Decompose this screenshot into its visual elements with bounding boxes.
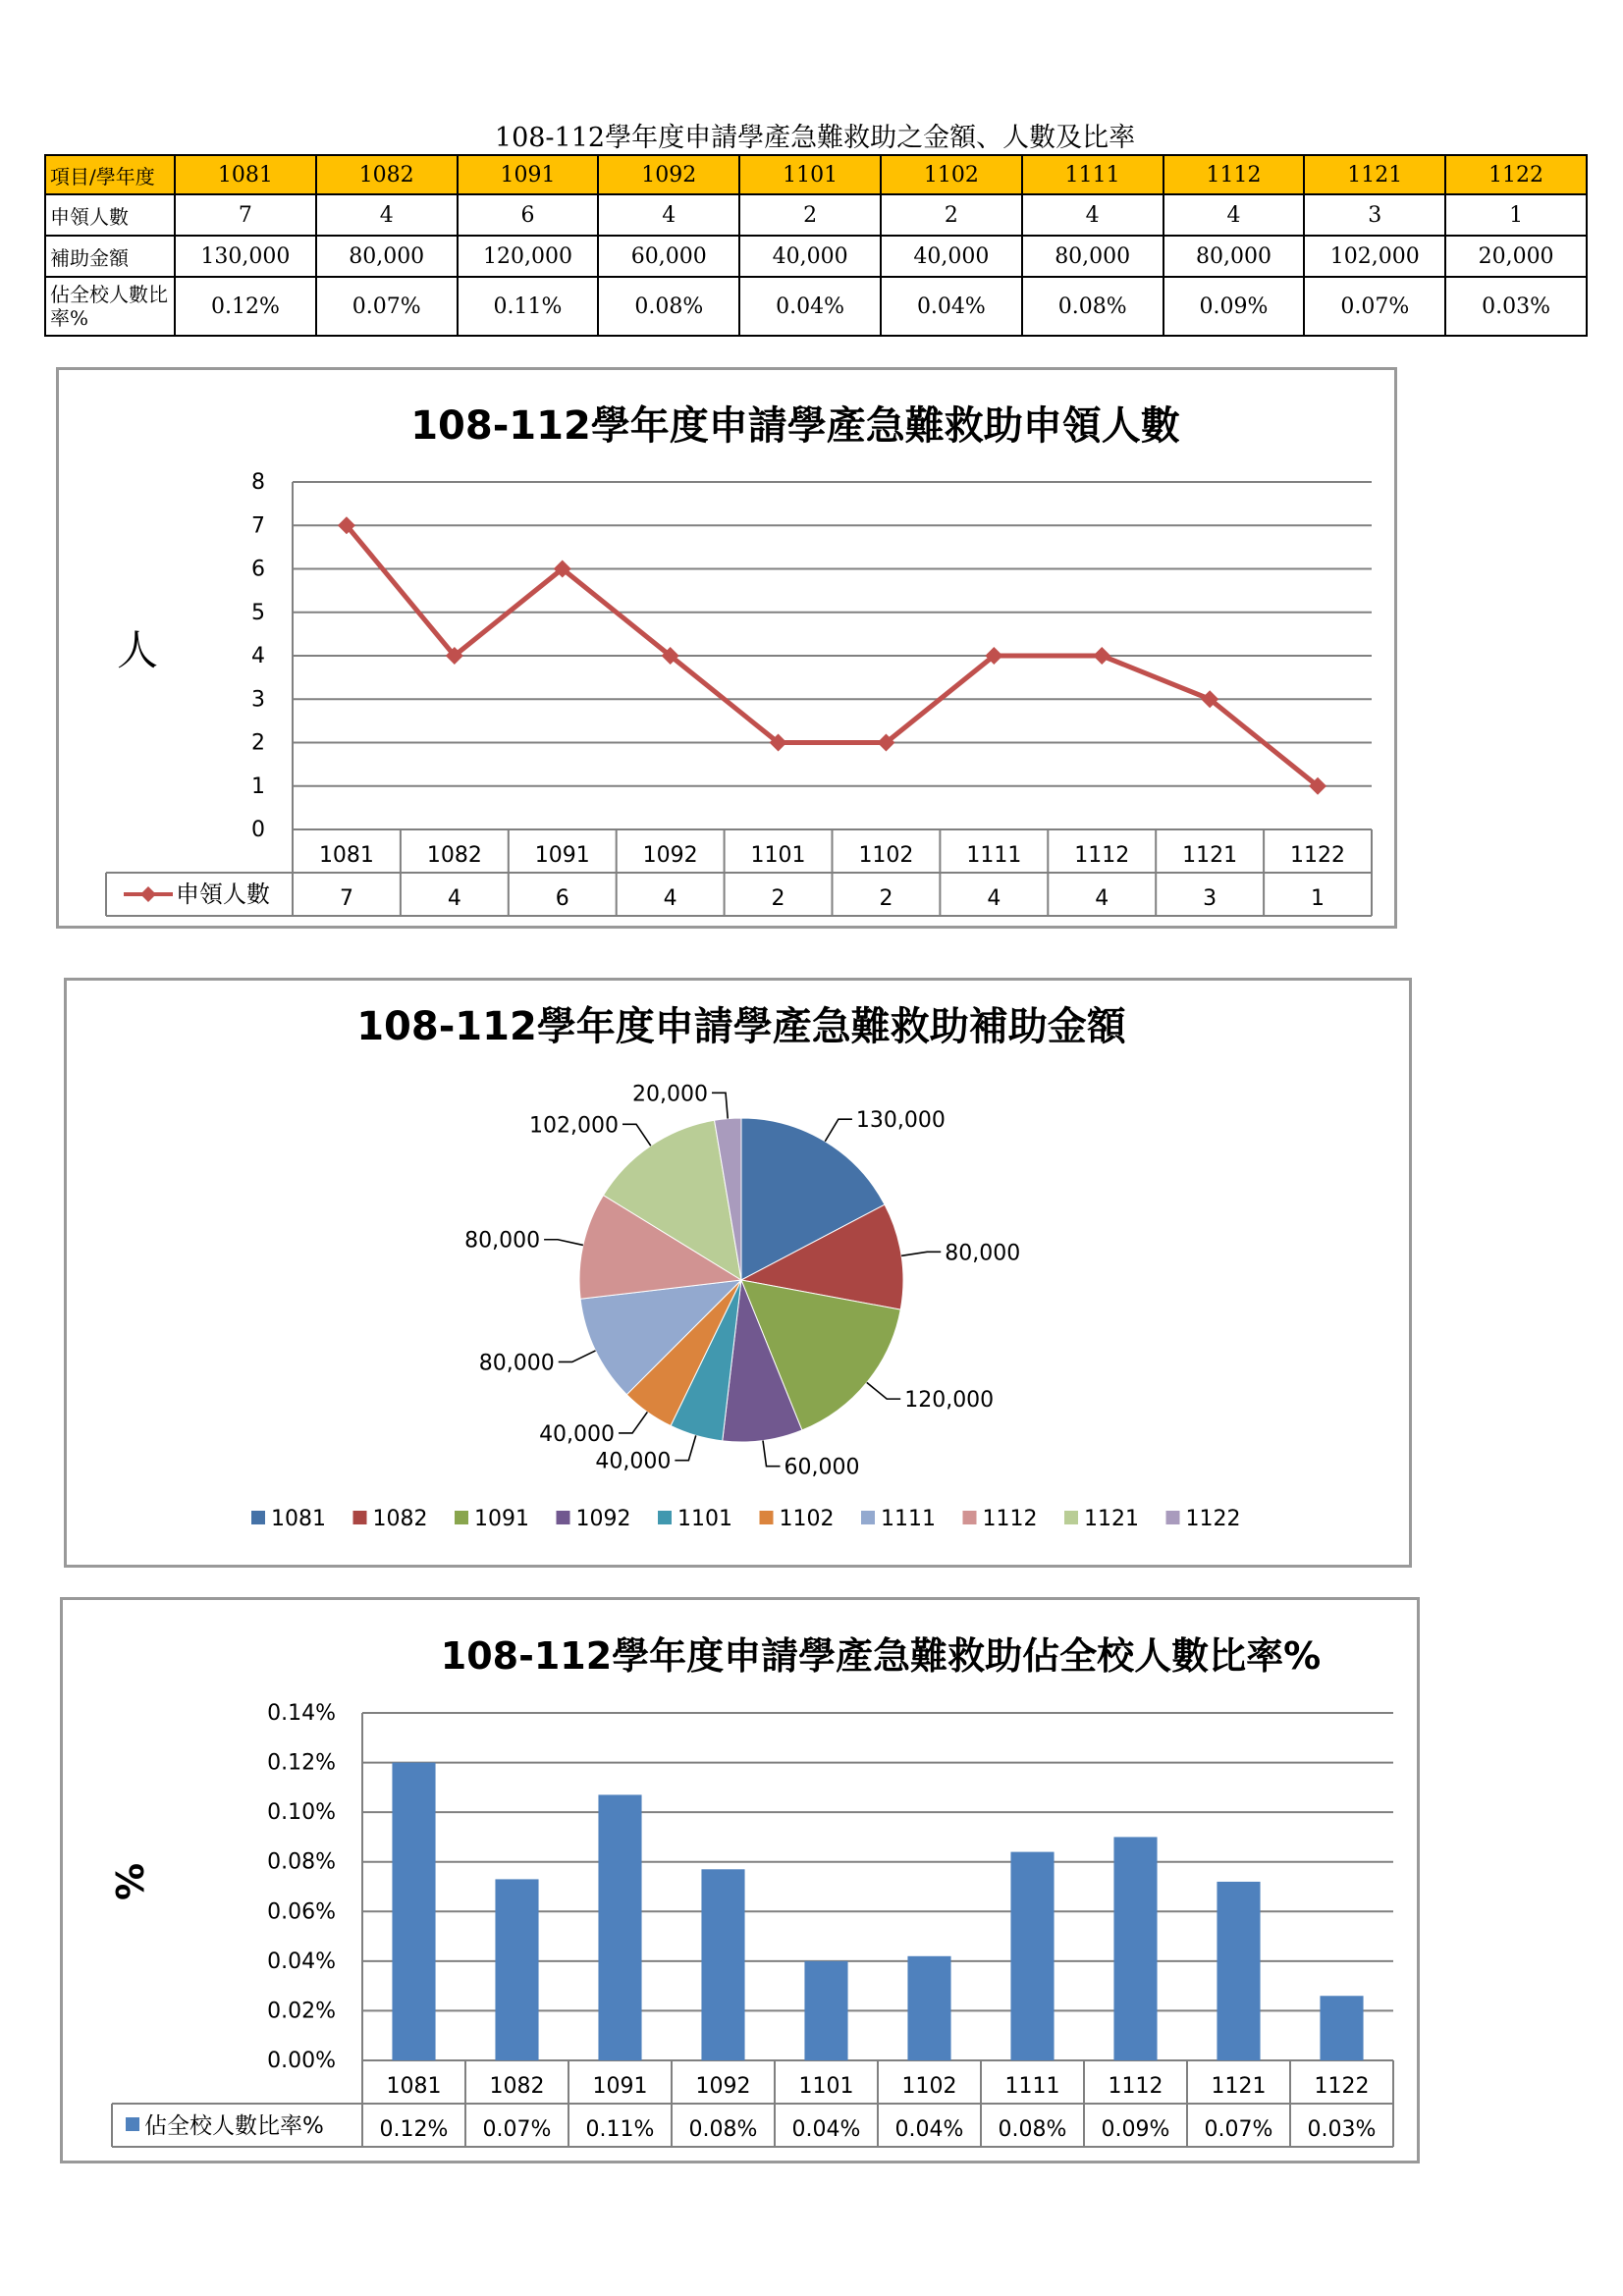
chart-title: 108-112學年度申請學產急難救助佔全校人數比率% (440, 1634, 1322, 1678)
leader-line (712, 1093, 728, 1118)
table-cell: 0.08% (598, 277, 739, 336)
bar (1113, 1837, 1157, 2060)
legend-swatch (126, 2117, 139, 2131)
legend-label: 申領人數 (176, 881, 270, 908)
data-table-value: 0.09% (1101, 2117, 1170, 2142)
table-cell: 40,000 (881, 236, 1022, 277)
table-header-cell: 1102 (881, 155, 1022, 194)
y-axis-title: % (109, 1862, 152, 1901)
data-table-value: 2 (771, 886, 785, 911)
table-header-cell: 1121 (1304, 155, 1445, 194)
legend-swatch (963, 1511, 977, 1524)
data-table-value: 0.04% (791, 2117, 861, 2142)
y-tick-label: 0.02% (267, 1999, 336, 2024)
bar (598, 1794, 641, 2060)
chart-title: 108-112學年度申請學產急難救助申領人數 (410, 403, 1180, 449)
data-table-value: 2 (879, 886, 893, 911)
table-header-cell: 1082 (316, 155, 458, 194)
data-table-value: 3 (1203, 886, 1217, 911)
legend-swatch (861, 1511, 875, 1524)
y-tick-label: 1 (251, 774, 265, 799)
x-category-label: 1102 (901, 2074, 957, 2099)
data-table-value: 4 (1095, 886, 1109, 911)
bar (804, 1961, 847, 2060)
y-tick-label: 0.14% (267, 1701, 336, 1726)
y-tick-label: 0 (251, 818, 265, 842)
y-tick-label: 2 (251, 730, 265, 756)
table-cell: 0.07% (316, 277, 458, 336)
legend-label: 1111 (881, 1507, 936, 1531)
y-tick-label: 0.08% (267, 1849, 336, 1875)
legend-swatch (658, 1511, 672, 1524)
data-table-value: 7 (339, 886, 353, 911)
table-cell: 120,000 (458, 236, 599, 277)
legend-swatch (557, 1511, 570, 1524)
y-tick-label: 0.06% (267, 1899, 336, 1925)
data-table-value: 0.03% (1307, 2117, 1377, 2142)
data-table (44, 154, 1588, 337)
table-header-row (45, 155, 1587, 194)
leader-line (544, 1240, 583, 1246)
data-table-value: 0.07% (482, 2117, 552, 2142)
table-cell: 1 (1445, 194, 1587, 236)
data-table-value: 0.12% (379, 2117, 449, 2142)
table-corner-cell: 項目/學年度 (45, 155, 175, 194)
bar-chart (63, 1600, 1417, 2161)
data-label: 40,000 (595, 1449, 672, 1474)
table-cell: 7 (175, 194, 316, 236)
table-row-label: 補助金額 (45, 236, 175, 277)
table-cell: 0.04% (881, 277, 1022, 336)
table-cell: 130,000 (175, 236, 316, 277)
pie-chart (67, 981, 1409, 1565)
x-category-label: 1081 (386, 2074, 442, 2099)
table-cell: 80,000 (1163, 236, 1305, 277)
data-label: 20,000 (632, 1082, 709, 1107)
x-category-label: 1122 (1314, 2074, 1370, 2099)
y-tick-label: 0.10% (267, 1800, 336, 1826)
bar (1010, 1852, 1054, 2060)
x-category-label: 1111 (1004, 2074, 1060, 2099)
legend-label: 1122 (1185, 1507, 1241, 1531)
table-cell: 20,000 (1445, 236, 1587, 277)
table-cell: 4 (1022, 194, 1163, 236)
legend-swatch (455, 1511, 468, 1524)
leader-line (763, 1441, 781, 1467)
x-category-label: 1112 (1108, 2074, 1163, 2099)
data-table-value: 4 (987, 886, 1001, 911)
data-label: 80,000 (478, 1351, 555, 1376)
table-cell: 102,000 (1304, 236, 1445, 277)
pie-chart-panel (64, 978, 1412, 1568)
leader-line (619, 1412, 647, 1433)
data-table-value: 6 (555, 886, 569, 911)
table-row (45, 277, 1587, 336)
data-table-value: 0.08% (688, 2117, 758, 2142)
x-category-label: 1091 (592, 2074, 648, 2099)
table-cell: 80,000 (316, 236, 458, 277)
leader-line (867, 1382, 900, 1399)
bar (1320, 1996, 1363, 2060)
table-cell: 3 (1304, 194, 1445, 236)
data-table-value: 0.11% (585, 2117, 655, 2142)
y-tick-label: 7 (251, 513, 265, 539)
x-category-label: 1121 (1211, 2074, 1267, 2099)
data-table-value: 4 (447, 886, 461, 911)
table-cell: 4 (1163, 194, 1305, 236)
leader-line (675, 1435, 695, 1460)
x-category-label: 1112 (1074, 843, 1130, 868)
data-table-value: 0.07% (1204, 2117, 1273, 2142)
data-table-value: 1 (1311, 886, 1325, 911)
data-table-value: 0.04% (894, 2117, 964, 2142)
legend-label: 佔全校人數比率% (144, 2113, 324, 2139)
x-category-label: 1101 (750, 843, 806, 868)
table-header-cell: 1111 (1022, 155, 1163, 194)
x-category-label: 1082 (489, 2074, 545, 2099)
line-chart-panel (56, 367, 1397, 929)
legend-swatch (760, 1511, 774, 1524)
table-cell: 0.08% (1022, 277, 1163, 336)
legend-label: 1082 (372, 1507, 428, 1531)
leader-line (901, 1252, 941, 1255)
x-category-label: 1082 (426, 843, 482, 868)
legend-swatch (251, 1511, 265, 1524)
bar (907, 1956, 950, 2060)
y-tick-label: 8 (251, 470, 265, 495)
data-label: 130,000 (855, 1108, 946, 1134)
table-header-cell: 1081 (175, 155, 316, 194)
legend-label: 1112 (982, 1507, 1038, 1531)
table-header-cell: 1092 (598, 155, 739, 194)
table-header-cell: 1101 (739, 155, 881, 194)
y-tick-label: 0.12% (267, 1750, 336, 1776)
x-category-label: 1102 (858, 843, 914, 868)
data-label: 80,000 (945, 1241, 1021, 1266)
bar (701, 1869, 744, 2060)
bar (392, 1763, 435, 2060)
leader-line (559, 1351, 596, 1362)
y-tick-label: 0.04% (267, 1949, 336, 1974)
data-label: 60,000 (784, 1455, 860, 1480)
table-cell: 0.07% (1304, 277, 1445, 336)
table-cell: 0.11% (458, 277, 599, 336)
table-row (45, 236, 1587, 277)
line-chart (59, 370, 1394, 926)
data-label: 40,000 (539, 1421, 616, 1447)
data-label: 120,000 (904, 1388, 995, 1414)
table-cell: 60,000 (598, 236, 739, 277)
y-axis-title: 人 (116, 626, 159, 674)
legend-label: 1092 (575, 1507, 631, 1531)
x-category-label: 1092 (695, 2074, 751, 2099)
data-label: 102,000 (529, 1113, 619, 1139)
legend-label: 1101 (677, 1507, 732, 1531)
y-tick-label: 6 (251, 557, 265, 582)
y-tick-label: 4 (251, 644, 265, 668)
legend-label: 1081 (271, 1507, 326, 1531)
table-row-label: 申領人數 (45, 194, 175, 236)
table-row-label: 佔全校人數比率% (45, 277, 175, 336)
x-category-label: 1092 (642, 843, 698, 868)
table-header-cell: 1112 (1163, 155, 1305, 194)
y-tick-label: 5 (251, 600, 265, 625)
table-header-cell: 1091 (458, 155, 599, 194)
table-header-cell: 1122 (1445, 155, 1587, 194)
table-cell: 4 (316, 194, 458, 236)
table-title: 108-112學年度申請學產急難救助之金額、人數及比率 (494, 123, 1136, 153)
table-cell: 6 (458, 194, 599, 236)
y-tick-label: 3 (251, 687, 265, 713)
x-category-label: 1122 (1290, 843, 1346, 868)
bar-chart-panel (60, 1597, 1420, 2163)
table-cell: 0.12% (175, 277, 316, 336)
leader-line (622, 1124, 651, 1146)
table-row (45, 194, 1587, 236)
chart-title: 108-112學年度申請學產急難救助補助金額 (356, 1004, 1126, 1049)
legend-label: 1121 (1084, 1507, 1139, 1531)
x-category-label: 1121 (1182, 843, 1238, 868)
legend-label: 1091 (474, 1507, 529, 1531)
x-category-label: 1111 (966, 843, 1022, 868)
table-cell: 40,000 (739, 236, 881, 277)
legend-label: 1102 (779, 1507, 835, 1531)
bar (1217, 1882, 1260, 2060)
leader-line (825, 1119, 852, 1142)
data-table-value: 4 (663, 886, 677, 911)
x-category-label: 1091 (534, 843, 590, 868)
table-cell: 2 (881, 194, 1022, 236)
y-tick-label: 0.00% (267, 2049, 336, 2073)
table-cell: 4 (598, 194, 739, 236)
table-cell: 0.03% (1445, 277, 1587, 336)
table-cell: 0.09% (1163, 277, 1305, 336)
table-cell: 80,000 (1022, 236, 1163, 277)
legend-swatch (1064, 1511, 1078, 1524)
bar (495, 1879, 538, 2060)
table-cell: 2 (739, 194, 881, 236)
x-category-label: 1081 (318, 843, 374, 868)
legend-swatch (1166, 1511, 1180, 1524)
data-table-value: 0.08% (998, 2117, 1067, 2142)
data-label: 80,000 (464, 1228, 541, 1254)
legend-marker-key (140, 886, 156, 902)
data-point (1093, 647, 1110, 665)
x-category-label: 1101 (798, 2074, 854, 2099)
legend-swatch (353, 1511, 367, 1524)
table-cell: 0.04% (739, 277, 881, 336)
